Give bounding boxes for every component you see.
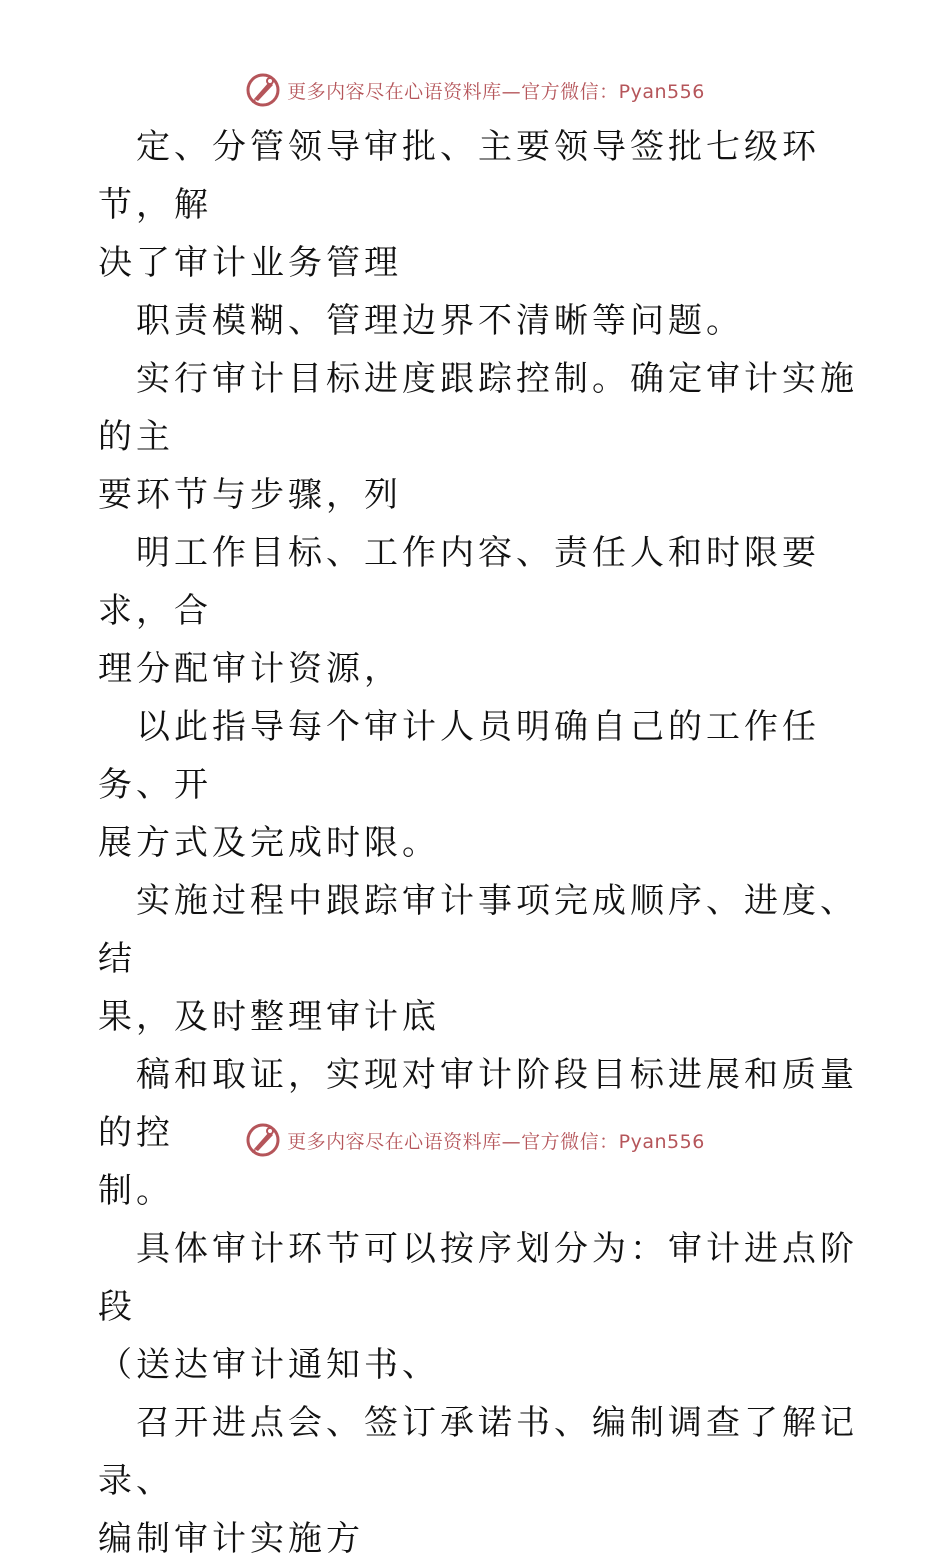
paragraph: 召开进点会、签订承诺书、编制调查了解记录、 编制审计实施方	[98, 1403, 858, 1559]
quill-pen-logo-icon	[245, 72, 281, 108]
paragraph: 职责模糊、管理边界不清晰等问题。	[136, 301, 744, 341]
paragraph: 实行审计目标进度跟踪控制。确定审计实施的主 要环节与步骤，列	[98, 359, 858, 515]
document-body	[98, 118, 858, 1568]
watermark-text: 更多内容尽在心语资料库—官方微信：Pyan556	[287, 1130, 705, 1153]
quill-pen-logo-icon	[245, 1122, 281, 1158]
paragraph: 具体审计环节可以按序划分为：审计进点阶段 （送达审计通知书、	[98, 1229, 858, 1385]
paragraph: 稿和取证，实现对审计阶段目标进展和质量的控 制。	[98, 1055, 858, 1211]
paragraph: 定、分管领导审批、主要领导签批七级环节，解 决了审计业务管理	[98, 127, 820, 283]
paragraph: 实施过程中跟踪审计事项完成顺序、进度、结 果，及时整理审计底	[98, 881, 858, 1037]
footer-watermark	[0, 1120, 950, 1160]
paragraph: 以此指导每个审计人员明确自己的工作任务、开 展方式及完成时限。	[98, 707, 820, 863]
watermark-text: 更多内容尽在心语资料库—官方微信：Pyan556	[287, 80, 705, 103]
paragraph: 明工作目标、工作内容、责任人和时限要求，合 理分配审计资源，	[98, 533, 820, 689]
header-watermark	[0, 70, 950, 110]
